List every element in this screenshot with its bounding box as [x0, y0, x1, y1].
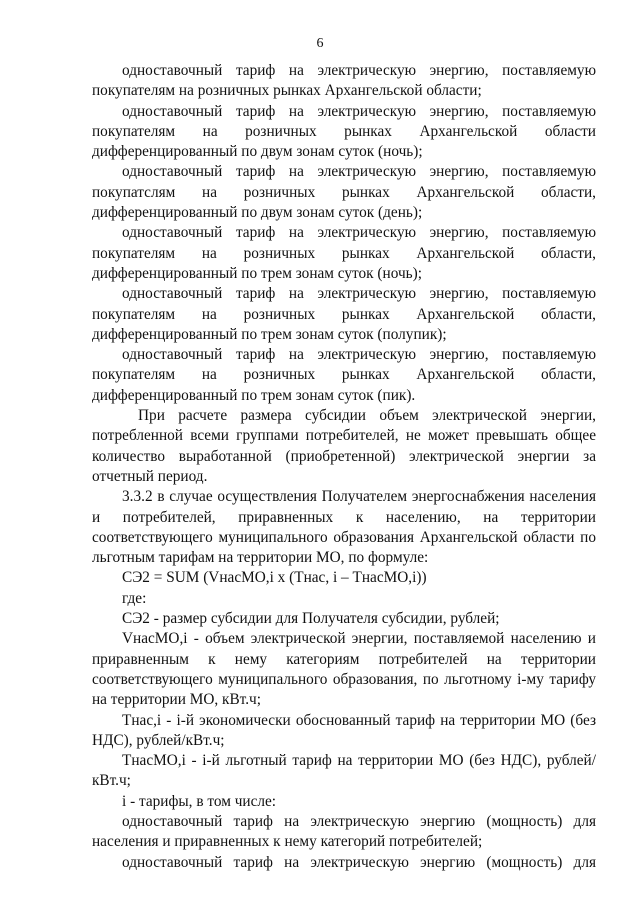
document-body [92, 61, 596, 873]
paragraph-tariff-1: одноставочный тариф на электрическую энергию, поставляемую покупателям на розничных рынках Архангельской области; [92, 62, 596, 100]
formula: СЭ2 = SUM (VнасМО,i x (Тнас, i – ТнасМО,i)) [122, 569, 427, 587]
paragraph-tariff-5: одноставочный тариф на электрическую энергию, поставляемую покупателям на розничных рынках Архангельской области, дифференцированный по трем зонам суток (полупик); [92, 285, 596, 343]
paragraph-tariff-2: одноставочный тариф на электрическую энергию, поставляемую покупателям на розничных рынках Архангельской области дифференцированный по двум зонам суток (ночь); [92, 102, 596, 161]
paragraph-tariff-4: одноставочный тариф на электрическую энергию, поставляемую покупателям на розничных рынках Архангельской области, дифференцированный по трем зонам суток (ночь); [92, 224, 596, 282]
paragraph-tariff-population: одноставочный тариф на электрическую энергию (мощность) для населения и приравненных к нему категорий потребителей; [92, 812, 596, 851]
definition-i: i - тарифы, в том числе: [122, 792, 277, 810]
paragraph-section-3-3-2: 3.3.2 в случае осуществления Получателем энергоснабжения населения и потребителей, приравненных к населению, на территории соответствующего муниципального образования Архангельской области по льготным тарифам на территории МО, по формуле: [92, 488, 596, 567]
paragraph-tariff-6: одноставочный тариф на электрическую энергию, поставляемую покупателям на розничных рынках Архангельской области, дифференцированный по трем зонам суток (пик). [92, 346, 596, 404]
definition-preferential-tariff: ТнасМО,i - i-й льготный тариф на территории МО (без НДС), рублей/кВт.ч; [92, 752, 596, 790]
definition-volume: VнасМО,i - объем электрической энергии, поставляемой населению и приравненным к нему категориям потребителей на территории соответствующего муниципального образования, по льготному i-му тарифу на территории МО, кВт.ч; [92, 630, 596, 709]
definition-economic-tariff: Тнас,i - i-й экономически обоснованный тариф на территории МО (без НДС), рублей/кВт.ч; [92, 711, 596, 749]
paragraph-tariff-3: одноставочный тариф на электрическую энергию, поставляемую покупатслям на розничных рынках Архангельской области, дифференцированный по двум зонам суток (день); [92, 163, 596, 222]
definition-se2: СЭ2 - размер субсидии для Получателя субсидии, рублей; [122, 610, 500, 628]
paragraph-subsidy-limit: При расчете размера субсидии объем электрической энергии, потребленной всеми группами потребителей, не может превышать общее количество выработанной (приобретенной) электрической энергии за отчетный период. [92, 407, 596, 485]
page-number: 6 [316, 36, 324, 51]
formula-where: где: [122, 589, 147, 607]
paragraph-tariff-continued: одноставочный тариф на электрическую энергию (мощность) для [122, 853, 596, 871]
